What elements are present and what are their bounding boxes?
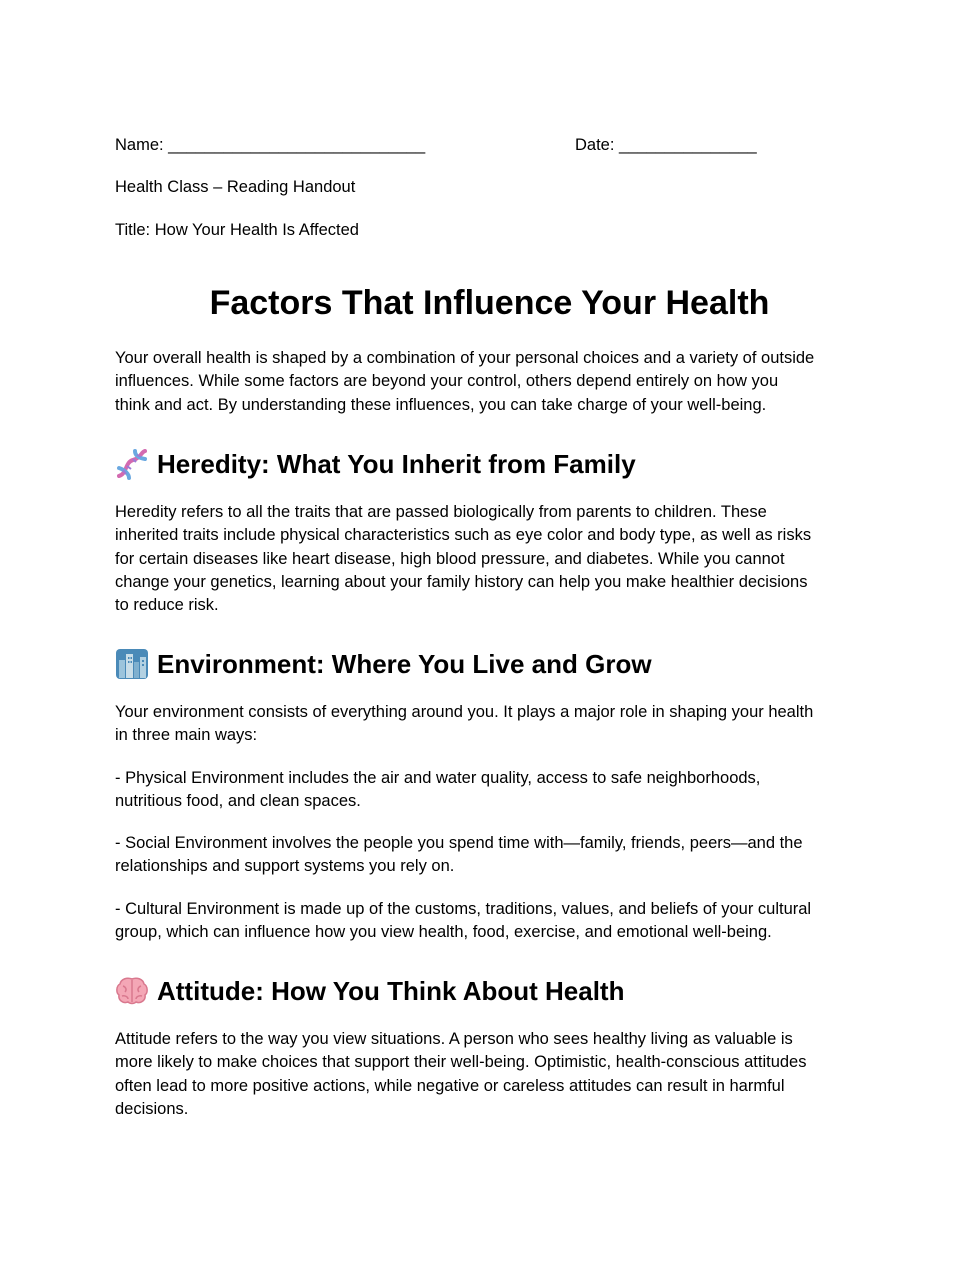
social-environment-line: relationships and support systems you rely on. bbox=[115, 857, 455, 876]
intro-line: think and act. By understanding these influences, you can take charge of your well-being. bbox=[115, 395, 767, 414]
attitude-line: decisions. bbox=[115, 1099, 189, 1118]
environment-intro-line: in three main ways: bbox=[115, 726, 258, 745]
attitude-line: Attitude refers to the way you view situations. A person who sees healthy living as valuable is bbox=[115, 1030, 793, 1048]
environment-heading bbox=[115, 648, 652, 680]
environment-intro-line: Your environment consists of everything around you. It plays a major role in shaping your health bbox=[115, 703, 814, 721]
attitude-heading-text: Attitude: How You Think About Health bbox=[157, 976, 625, 1006]
heredity-heading bbox=[115, 448, 636, 480]
attitude-line: more likely to make choices that support their well-being. Optimistic, health-conscious attitudes bbox=[115, 1053, 807, 1072]
brain-icon bbox=[115, 975, 149, 1007]
heredity-line: to reduce risk. bbox=[115, 596, 219, 615]
heredity-line: inherited traits include physical characteristics such as eye color and body type, as well as risks bbox=[115, 526, 812, 545]
class-line: Health Class – Reading Handout bbox=[115, 178, 356, 196]
cityscape-icon bbox=[115, 648, 149, 680]
physical-environment-line: - Physical Environment includes the air and water quality, access to safe neighborhoods, bbox=[115, 769, 761, 787]
attitude-paragraph bbox=[115, 1028, 865, 1121]
cultural-environment-line: - Cultural Environment is made up of the customs, traditions, values, and beliefs of your cultural bbox=[115, 900, 812, 918]
heredity-line: change your genetics, learning about your family history can help you make healthier decisions bbox=[115, 572, 808, 591]
heredity-paragraph bbox=[115, 501, 865, 617]
attitude-line: often lead to more positive actions, while negative or careless attitudes can result in harmful bbox=[115, 1076, 785, 1095]
intro-paragraph bbox=[115, 347, 865, 417]
social-environment-line: - Social Environment involves the people you spend time with—family, friends, peers—and the bbox=[115, 834, 803, 852]
cultural-environment-paragraph bbox=[115, 898, 865, 945]
title-line: Title: How Your Health Is Affected bbox=[115, 221, 359, 239]
main-title: Factors That Influence Your Health bbox=[209, 284, 770, 322]
physical-environment-paragraph bbox=[115, 767, 865, 814]
heredity-line: for certain diseases like heart disease, high blood pressure, and diabetes. While you cannot bbox=[115, 549, 785, 568]
cultural-environment-line: group, which can influence how you view health, food, exercise, and emotional well-being. bbox=[115, 923, 772, 942]
heredity-heading-text: Heredity: What You Inherit from Family bbox=[157, 449, 636, 479]
attitude-heading bbox=[115, 975, 624, 1007]
heredity-line: Heredity refers to all the traits that are passed biologically from parents to children. These bbox=[115, 503, 767, 521]
social-environment-paragraph bbox=[115, 832, 865, 879]
date-field-line: Date: _______________ bbox=[575, 136, 757, 154]
intro-line: influences. While some factors are beyond your control, others depend entirely on how you bbox=[115, 372, 779, 391]
dna-icon bbox=[115, 448, 149, 480]
physical-environment-line: nutritious food, and clean spaces. bbox=[115, 792, 361, 811]
name-field-line: Name: ____________________________ bbox=[115, 136, 426, 154]
environment-intro-paragraph bbox=[115, 701, 865, 748]
intro-line: Your overall health is shaped by a combination of your personal choices and a variety of outside bbox=[115, 349, 815, 367]
environment-heading-text: Environment: Where You Live and Grow bbox=[157, 649, 652, 679]
